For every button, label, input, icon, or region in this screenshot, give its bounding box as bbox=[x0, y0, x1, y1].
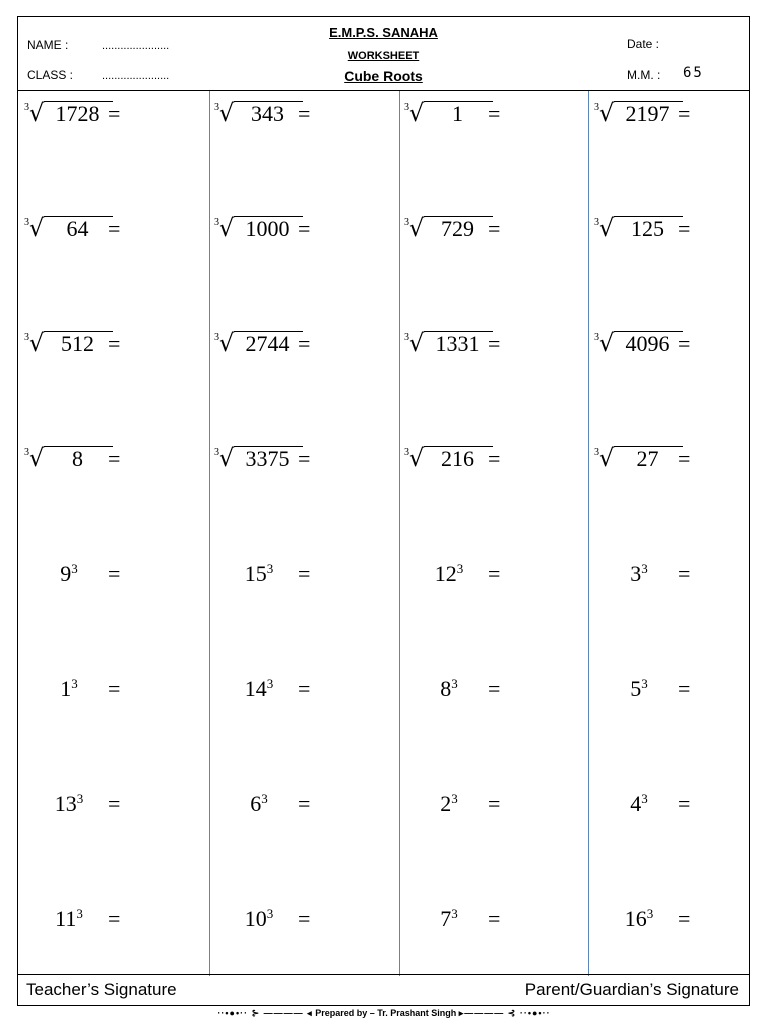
cube-root-expression bbox=[594, 446, 683, 472]
power-base: 14 bbox=[244, 676, 267, 701]
cube-root-problem bbox=[594, 446, 768, 561]
power-base: 9 bbox=[60, 561, 72, 586]
equals-sign: = bbox=[488, 561, 501, 586]
equals-sign: = bbox=[488, 791, 501, 816]
power-exponent: 3 bbox=[641, 676, 648, 691]
root-symbol-icon: √ bbox=[409, 99, 425, 127]
cube-problem bbox=[404, 676, 594, 791]
radicand: 64 bbox=[44, 216, 113, 241]
root-symbol-icon: √ bbox=[29, 99, 45, 127]
radical-sign bbox=[404, 331, 493, 357]
power-exponent: 3 bbox=[266, 676, 274, 691]
radical-sign bbox=[24, 331, 113, 357]
date-label: Date : bbox=[627, 37, 660, 51]
root-symbol-icon: √ bbox=[219, 214, 235, 242]
equals-sign: = bbox=[298, 216, 311, 241]
power-exponent: 3 bbox=[451, 791, 458, 806]
radical-sign bbox=[594, 331, 683, 357]
equals-sign: = bbox=[488, 331, 501, 356]
root-symbol-icon: √ bbox=[599, 329, 615, 357]
power-base: 11 bbox=[55, 906, 77, 931]
root-index: 3 bbox=[594, 332, 599, 343]
power-exponent: 3 bbox=[451, 906, 458, 921]
cube-root-expression bbox=[594, 216, 683, 242]
radicand: 125 bbox=[614, 216, 683, 241]
root-index: 3 bbox=[594, 217, 599, 228]
root-index: 3 bbox=[24, 217, 29, 228]
root-symbol-icon: √ bbox=[29, 329, 45, 357]
equals-sign: = bbox=[678, 331, 691, 356]
equals-sign: = bbox=[298, 676, 311, 701]
power-expression bbox=[29, 791, 109, 817]
root-index: 3 bbox=[214, 102, 219, 113]
equals-sign: = bbox=[488, 676, 501, 701]
power-base: 6 bbox=[250, 791, 262, 816]
cube-root-problem bbox=[214, 331, 404, 446]
signature-row bbox=[18, 974, 749, 1005]
radicand: 1 bbox=[424, 101, 493, 126]
school-name: E.M.P.S. SANAHA bbox=[329, 25, 438, 40]
power-exponent: 3 bbox=[261, 791, 268, 806]
equals-sign: = bbox=[488, 216, 501, 241]
radicand: 3375 bbox=[234, 446, 303, 471]
cube-root-problem bbox=[24, 446, 214, 561]
radical-sign bbox=[214, 101, 303, 127]
root-index: 3 bbox=[214, 332, 219, 343]
root-index: 3 bbox=[594, 102, 599, 113]
power-base: 2 bbox=[440, 791, 452, 816]
radicand: 8 bbox=[44, 446, 113, 471]
radicand: 343 bbox=[234, 101, 303, 126]
equals-sign: = bbox=[108, 676, 121, 701]
power-base: 15 bbox=[244, 561, 267, 586]
radical-sign bbox=[214, 446, 303, 472]
power-base: 8 bbox=[440, 676, 452, 701]
root-index: 3 bbox=[214, 217, 219, 228]
radical-sign bbox=[24, 446, 113, 472]
cube-root-problem bbox=[214, 216, 404, 331]
equals-sign: = bbox=[108, 446, 121, 471]
cube-root-problem bbox=[404, 216, 594, 331]
radical-sign bbox=[214, 331, 303, 357]
cube-root-expression bbox=[214, 101, 303, 127]
radicand: 512 bbox=[44, 331, 113, 356]
cube-problem bbox=[24, 561, 214, 676]
cube-problem bbox=[24, 791, 214, 906]
root-index: 3 bbox=[24, 102, 29, 113]
power-base: 13 bbox=[54, 791, 77, 816]
radicand: 1728 bbox=[44, 101, 113, 126]
cube-root-problem bbox=[214, 446, 404, 561]
cube-problem bbox=[404, 561, 594, 676]
root-index: 3 bbox=[404, 217, 409, 228]
power-exponent: 3 bbox=[266, 906, 274, 921]
root-symbol-icon: √ bbox=[599, 99, 615, 127]
cube-root-problem bbox=[404, 331, 594, 446]
radical-sign bbox=[24, 216, 113, 242]
equals-sign: = bbox=[678, 561, 691, 586]
power-base: 3 bbox=[630, 561, 642, 586]
cube-root-expression bbox=[404, 446, 493, 472]
root-symbol-icon: √ bbox=[29, 214, 45, 242]
equals-sign: = bbox=[108, 906, 121, 931]
cube-problem bbox=[594, 561, 768, 676]
equals-sign: = bbox=[108, 791, 121, 816]
cube-problem bbox=[594, 676, 768, 791]
cube-root-expression bbox=[214, 331, 303, 357]
radicand: 216 bbox=[424, 446, 493, 471]
equals-sign: = bbox=[488, 906, 501, 931]
power-base: 10 bbox=[244, 906, 267, 931]
power-exponent: 3 bbox=[641, 561, 648, 576]
name-blank: ...................... bbox=[102, 40, 170, 52]
cube-problem bbox=[594, 791, 768, 906]
equals-sign: = bbox=[108, 561, 121, 586]
root-symbol-icon: √ bbox=[219, 99, 235, 127]
root-index: 3 bbox=[24, 447, 29, 458]
radical-sign bbox=[404, 216, 493, 242]
power-base: 7 bbox=[440, 906, 452, 931]
equals-sign: = bbox=[678, 791, 691, 816]
root-index: 3 bbox=[594, 447, 599, 458]
ornament-right: ▸———— ⊰ ··•●•·· bbox=[458, 1008, 551, 1018]
power-exponent: 3 bbox=[456, 561, 464, 576]
power-exponent: 3 bbox=[76, 906, 83, 921]
cube-problem bbox=[214, 561, 404, 676]
equals-sign: = bbox=[298, 446, 311, 471]
equals-sign: = bbox=[108, 216, 121, 241]
radical-sign bbox=[594, 216, 683, 242]
root-symbol-icon: √ bbox=[409, 214, 425, 242]
equals-sign: = bbox=[678, 446, 691, 471]
cube-root-problem bbox=[594, 216, 768, 331]
cube-root-problem bbox=[404, 446, 594, 561]
power-base: 16 bbox=[624, 906, 647, 931]
power-exponent: 3 bbox=[451, 676, 458, 691]
problem-grid bbox=[18, 91, 749, 976]
root-symbol-icon: √ bbox=[29, 444, 45, 472]
root-index: 3 bbox=[404, 447, 409, 458]
power-expression bbox=[409, 676, 489, 702]
radicand: 2744 bbox=[234, 331, 303, 356]
cube-root-problem bbox=[214, 101, 404, 216]
root-symbol-icon: √ bbox=[219, 329, 235, 357]
cube-root-expression bbox=[24, 216, 113, 242]
power-expression bbox=[29, 676, 109, 702]
cube-root-problem bbox=[594, 331, 768, 446]
cube-root-expression bbox=[594, 101, 683, 127]
power-expression bbox=[409, 561, 489, 587]
cube-root-problem bbox=[24, 101, 214, 216]
root-symbol-icon: √ bbox=[599, 214, 615, 242]
ornament-left: ··•●•·· ⊱ ———— ◂ bbox=[217, 1008, 313, 1018]
power-expression bbox=[409, 791, 489, 817]
root-index: 3 bbox=[214, 447, 219, 458]
parent-signature-label: Parent/Guardian’s Signature bbox=[524, 980, 739, 999]
cube-problem bbox=[404, 791, 594, 906]
cube-root-expression bbox=[214, 216, 303, 242]
power-expression bbox=[29, 561, 109, 587]
root-symbol-icon: √ bbox=[599, 444, 615, 472]
power-exponent: 3 bbox=[71, 676, 78, 691]
root-symbol-icon: √ bbox=[409, 444, 425, 472]
power-expression bbox=[29, 906, 109, 932]
cube-problem bbox=[214, 791, 404, 906]
power-exponent: 3 bbox=[71, 561, 78, 576]
radical-sign bbox=[404, 101, 493, 127]
equals-sign: = bbox=[108, 331, 121, 356]
root-index: 3 bbox=[404, 332, 409, 343]
name-label: NAME : bbox=[27, 38, 69, 52]
radicand: 2197 bbox=[614, 101, 683, 126]
power-exponent: 3 bbox=[76, 791, 84, 806]
power-expression bbox=[599, 676, 679, 702]
cube-root-expression bbox=[24, 446, 113, 472]
equals-sign: = bbox=[678, 676, 691, 701]
power-exponent: 3 bbox=[641, 791, 648, 806]
cube-root-expression bbox=[404, 331, 493, 357]
power-expression bbox=[599, 791, 679, 817]
power-exponent: 3 bbox=[646, 906, 654, 921]
radical-sign bbox=[214, 216, 303, 242]
power-base: 12 bbox=[434, 561, 457, 586]
equals-sign: = bbox=[108, 101, 121, 126]
equals-sign: = bbox=[298, 101, 311, 126]
radical-sign bbox=[594, 446, 683, 472]
prepared-by-line bbox=[0, 1008, 768, 1019]
class-label: CLASS : bbox=[27, 68, 74, 82]
cube-root-problem bbox=[594, 101, 768, 216]
radical-sign bbox=[594, 101, 683, 127]
power-expression bbox=[219, 791, 299, 817]
radicand: 1331 bbox=[424, 331, 493, 356]
power-expression bbox=[409, 906, 489, 932]
prepared-by-text: Prepared by – Tr. Prashant Singh bbox=[315, 1008, 457, 1018]
worksheet-label: WORKSHEET bbox=[347, 50, 420, 62]
power-base: 1 bbox=[60, 676, 72, 701]
cube-root-problem bbox=[24, 216, 214, 331]
class-blank: ...................... bbox=[102, 70, 170, 82]
power-base: 4 bbox=[630, 791, 642, 816]
cube-root-expression bbox=[214, 446, 303, 472]
cube-problem bbox=[24, 676, 214, 791]
root-index: 3 bbox=[24, 332, 29, 343]
power-expression bbox=[599, 906, 679, 932]
equals-sign: = bbox=[298, 791, 311, 816]
radicand: 729 bbox=[424, 216, 493, 241]
teacher-signature-label: Teacher’s Signature bbox=[26, 980, 177, 999]
cube-problem bbox=[214, 676, 404, 791]
power-expression bbox=[219, 561, 299, 587]
cube-root-problem bbox=[404, 101, 594, 216]
worksheet-sheet bbox=[17, 16, 750, 1006]
root-symbol-icon: √ bbox=[219, 444, 235, 472]
radicand: 27 bbox=[614, 446, 683, 471]
power-expression bbox=[599, 561, 679, 587]
cube-root-expression bbox=[404, 101, 493, 127]
power-exponent: 3 bbox=[266, 561, 274, 576]
cube-root-expression bbox=[594, 331, 683, 357]
root-symbol-icon: √ bbox=[409, 329, 425, 357]
equals-sign: = bbox=[298, 906, 311, 931]
equals-sign: = bbox=[298, 331, 311, 356]
cube-root-expression bbox=[404, 216, 493, 242]
power-base: 5 bbox=[630, 676, 642, 701]
root-index: 3 bbox=[404, 102, 409, 113]
equals-sign: = bbox=[678, 101, 691, 126]
equals-sign: = bbox=[488, 101, 501, 126]
radical-sign bbox=[404, 446, 493, 472]
radical-sign bbox=[24, 101, 113, 127]
equals-sign: = bbox=[488, 446, 501, 471]
cube-root-expression bbox=[24, 101, 113, 127]
max-marks-label: M.M. : bbox=[627, 68, 661, 82]
cube-root-problem bbox=[24, 331, 214, 446]
cube-root-expression bbox=[24, 331, 113, 357]
radicand: 1000 bbox=[234, 216, 303, 241]
radicand: 4096 bbox=[614, 331, 683, 356]
worksheet-header bbox=[18, 17, 749, 91]
power-expression bbox=[219, 906, 299, 932]
equals-sign: = bbox=[298, 561, 311, 586]
power-expression bbox=[219, 676, 299, 702]
equals-sign: = bbox=[678, 216, 691, 241]
equals-sign: = bbox=[678, 906, 691, 931]
max-marks-value: 65 bbox=[683, 65, 704, 81]
worksheet-topic: Cube Roots bbox=[344, 68, 423, 84]
